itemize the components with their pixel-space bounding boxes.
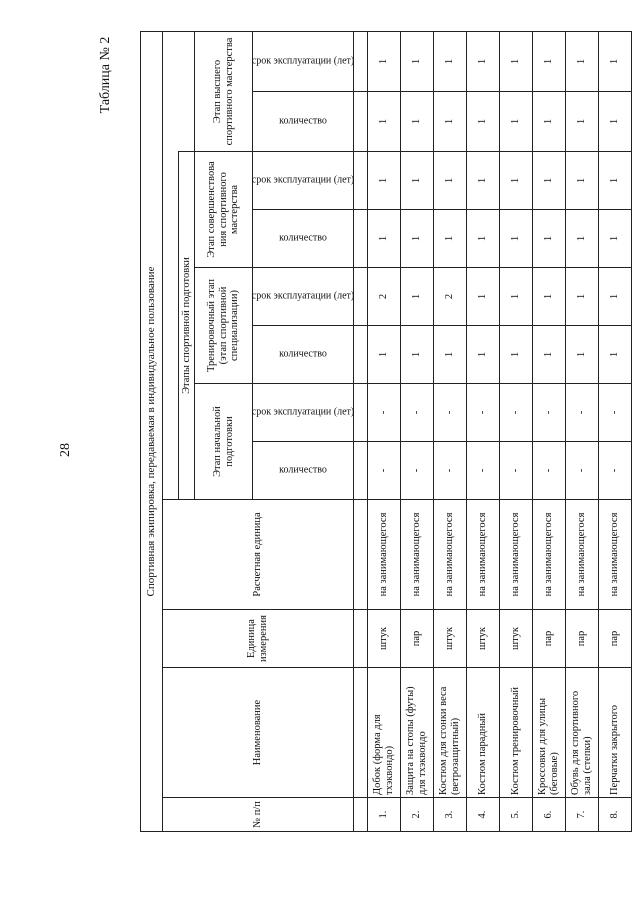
- header-stages-group: Этапы спортивной подготовки: [179, 152, 195, 500]
- header-stage-higher: Этап высшего спортивного мастерства: [195, 31, 253, 151]
- qty-cell: 1: [368, 92, 401, 152]
- qty-cell: 1: [401, 326, 434, 384]
- table-row: [533, 31, 566, 831]
- term-cell: 1: [500, 152, 533, 210]
- term-cell: -: [401, 384, 434, 442]
- row-number: 6.: [533, 798, 566, 832]
- table-caption: Таблица № 2: [98, 36, 113, 114]
- item-name: Обувь для спортивного зала (степки): [566, 668, 599, 798]
- term-cell: 1: [533, 268, 566, 326]
- qty-cell: 1: [368, 210, 401, 268]
- item-unit: штук: [467, 610, 500, 668]
- item-unit: пар: [599, 610, 632, 668]
- item-unit: пар: [566, 610, 599, 668]
- qty-cell: -: [599, 442, 632, 500]
- term-cell: 1: [599, 31, 632, 91]
- qty-cell: 1: [434, 326, 467, 384]
- header-stage-training: Тренировочный этап (этап спортивной специализации): [195, 268, 253, 384]
- row-number: 8.: [599, 798, 632, 832]
- term-cell: 1: [467, 268, 500, 326]
- term-cell: 1: [434, 31, 467, 91]
- header-qty: количество: [253, 442, 354, 500]
- row-number: 7.: [566, 798, 599, 832]
- qty-cell: -: [401, 442, 434, 500]
- qty-cell: 1: [566, 326, 599, 384]
- term-cell: -: [566, 384, 599, 442]
- table-row: [434, 31, 467, 831]
- qty-cell: 1: [599, 326, 632, 384]
- item-name: Перчатки закрытого: [599, 668, 632, 798]
- header-term: срок эксплуатации (лет): [253, 152, 354, 210]
- term-cell: 1: [566, 152, 599, 210]
- qty-cell: 1: [434, 92, 467, 152]
- qty-cell: 1: [533, 210, 566, 268]
- item-calc-unit: на занимающегося: [434, 500, 467, 610]
- table-row: [467, 31, 500, 831]
- row-number: 2.: [401, 798, 434, 832]
- term-cell: 1: [566, 31, 599, 91]
- item-calc-unit: на занимающегося: [401, 500, 434, 610]
- equipment-table: [140, 31, 632, 832]
- item-unit: пар: [533, 610, 566, 668]
- header-term: срок эксплуатации (лет): [253, 31, 354, 91]
- table-row: [500, 31, 533, 831]
- qty-cell: 1: [500, 92, 533, 152]
- header-name: Наименование: [163, 668, 354, 798]
- term-cell: 1: [401, 268, 434, 326]
- item-unit: штук: [368, 610, 401, 668]
- header-unit: Единица измерения: [163, 610, 354, 668]
- qty-cell: 1: [401, 210, 434, 268]
- qty-cell: 1: [401, 92, 434, 152]
- qty-cell: 1: [467, 92, 500, 152]
- item-unit: пар: [401, 610, 434, 668]
- item-calc-unit: на занимающегося: [599, 500, 632, 610]
- header-stage-initial: Этап начальной подготовки: [195, 384, 253, 500]
- item-calc-unit: на занимающегося: [467, 500, 500, 610]
- term-cell: 1: [434, 152, 467, 210]
- item-calc-unit: на занимающегося: [368, 500, 401, 610]
- item-name: Кроссовки для улицы (беговые): [533, 668, 566, 798]
- row-number: 3.: [434, 798, 467, 832]
- table-row: [401, 31, 434, 831]
- term-cell: 1: [368, 152, 401, 210]
- header-term: срок эксплуатации (лет): [253, 268, 354, 326]
- term-cell: -: [434, 384, 467, 442]
- page-number: 28: [58, 443, 73, 457]
- item-name: Костюм парадный: [467, 668, 500, 798]
- term-cell: 1: [467, 31, 500, 91]
- qty-cell: 1: [368, 326, 401, 384]
- term-cell: 1: [500, 31, 533, 91]
- equipment-table-frame: [140, 32, 621, 832]
- item-unit: штук: [500, 610, 533, 668]
- term-cell: 1: [533, 31, 566, 91]
- qty-cell: 1: [566, 210, 599, 268]
- qty-cell: -: [467, 442, 500, 500]
- term-cell: 1: [599, 152, 632, 210]
- term-cell: -: [368, 384, 401, 442]
- term-cell: 2: [434, 268, 467, 326]
- term-cell: -: [500, 384, 533, 442]
- term-cell: -: [533, 384, 566, 442]
- term-cell: 2: [368, 268, 401, 326]
- item-name: Защита на стопы (футы) для тхэквондо: [401, 668, 434, 798]
- qty-cell: 1: [467, 210, 500, 268]
- qty-cell: 1: [533, 326, 566, 384]
- table-row: [599, 31, 632, 831]
- term-cell: 1: [467, 152, 500, 210]
- qty-cell: 1: [500, 326, 533, 384]
- term-cell: -: [467, 384, 500, 442]
- qty-cell: -: [500, 442, 533, 500]
- item-unit: штук: [434, 610, 467, 668]
- qty-cell: 1: [434, 210, 467, 268]
- row-number: 1.: [368, 798, 401, 832]
- qty-cell: -: [566, 442, 599, 500]
- item-name: Добок (форма для тхэквондо): [368, 668, 401, 798]
- qty-cell: -: [368, 442, 401, 500]
- term-cell: -: [599, 384, 632, 442]
- term-cell: 1: [566, 268, 599, 326]
- row-number: 5.: [500, 798, 533, 832]
- qty-cell: 1: [599, 210, 632, 268]
- header-term: срок эксплуатации (лет): [253, 384, 354, 442]
- qty-cell: 1: [500, 210, 533, 268]
- item-calc-unit: на занимающегося: [566, 500, 599, 610]
- term-cell: 1: [533, 152, 566, 210]
- table-row: [368, 31, 401, 831]
- header-stage-improvement: Этап совершенствова ния спортивного мастерства: [195, 152, 253, 268]
- header-qty: количество: [253, 326, 354, 384]
- header-num: № п/п: [163, 798, 354, 832]
- header-calc-unit: Расчетная единица: [163, 500, 354, 610]
- item-name: Костюм тренировочный: [500, 668, 533, 798]
- qty-cell: 1: [599, 92, 632, 152]
- header-qty: количество: [253, 92, 354, 152]
- header-qty: количество: [253, 210, 354, 268]
- row-number: 4.: [467, 798, 500, 832]
- item-calc-unit: на занимающегося: [500, 500, 533, 610]
- qty-cell: -: [533, 442, 566, 500]
- table-row: [566, 31, 599, 831]
- qty-cell: 1: [566, 92, 599, 152]
- qty-cell: 1: [467, 326, 500, 384]
- term-cell: 1: [368, 31, 401, 91]
- qty-cell: -: [434, 442, 467, 500]
- table-title: Спортивная экипировка, передаваемая в индивидуальное пользование: [141, 31, 163, 831]
- term-cell: 1: [401, 31, 434, 91]
- qty-cell: 1: [533, 92, 566, 152]
- item-calc-unit: на занимающегося: [533, 500, 566, 610]
- term-cell: 1: [599, 268, 632, 326]
- term-cell: 1: [500, 268, 533, 326]
- term-cell: 1: [401, 152, 434, 210]
- item-name: Костюм для сгонки веса (ветрозащитный): [434, 668, 467, 798]
